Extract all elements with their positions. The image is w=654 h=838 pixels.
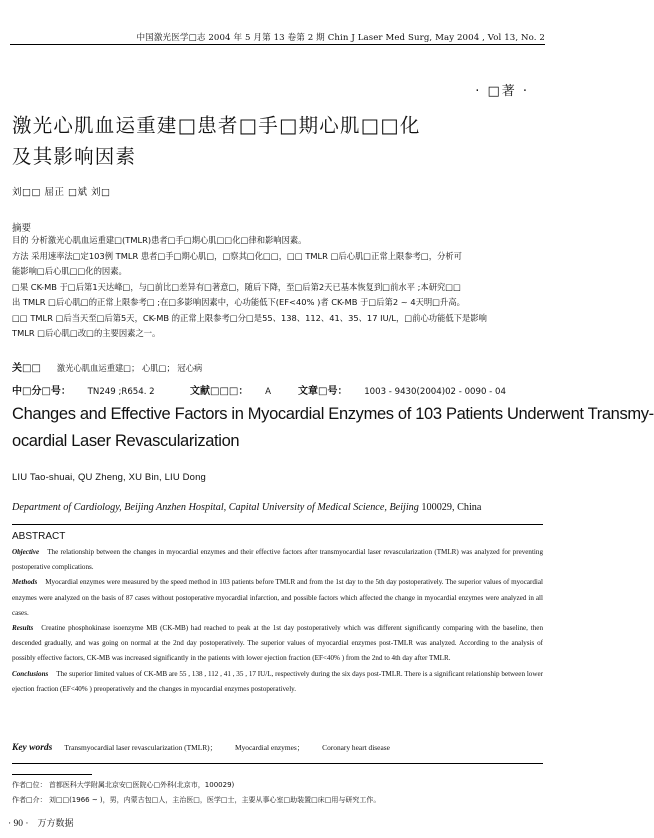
title-en-line2: ocardial Laser Revascularization (12, 432, 240, 450)
abstract-cn-line: 目的 分析激光心肌血运重建□(TMLR)患者□手□期心肌□□化□律和影响因素。 (12, 235, 307, 245)
abstract-en-heading: ABSTRACT (12, 531, 66, 542)
clc-value: TN249 ;R654. 2 (87, 387, 155, 397)
column-label: · □著 · (475, 84, 529, 99)
abstract-cn-heading: 摘要 (12, 223, 32, 234)
objective-text: The relationship between the changes in myocardial enzymes and their effective factors after transmyocardial laser revascularization (TMLR) was analyzed for preventing postoperative complications. (12, 548, 543, 572)
keyword-item: Coronary heart disease (322, 743, 390, 752)
keywords-en (12, 742, 408, 753)
objective-label: Objective (12, 548, 40, 556)
abstract-methods (12, 575, 543, 621)
abstract-cn-line: □果 CK-MB 于□后第1天达峰□，与□前比□差异有□著意□，随后下降，至□后第2天已基本恢复到□前水平 ;本研究□□ (12, 281, 461, 292)
footer-brand: 万方数据 (37, 819, 74, 829)
abstract-cn-line: 方法 采用速率法□定103例 TMLR 患者□手□期心肌□，□察其□化□□，□□ TMLR □后心肌□正常上限参考□，分析可 (12, 250, 462, 261)
keyword-item: Transmyocardial laser revascularization (TMLR)； (64, 743, 217, 752)
results-text: Creatine phosphokinase isoenzyme MB (CK-MB) had reached to peak at the 1st day postoperatively which was different significantly comparing with the baseline, then descended gradually, and was going on normal at the 2nd day postoperatively. The superior values of myocardial enzymes post-TMLR was analyzed. According to the analysis of possibly effective factors, CK-MB was increased significantly in the patients with lower ejection fraction (EF<40% ) from the 2nd to 4th day after TMLR. (12, 624, 543, 663)
authors-cn: 刘□□ 屈正 □斌 刘□ (12, 187, 111, 198)
conclusions-text: The superior limited values of CK-MB are 55 , 138 , 112 , 41 , 35 , 17 IU/L, respectively during the six days post-TMLR. There is a significant relationship between lower ejection fraction (EF<40% ) preoperatively and the changes in myocardial enzymes postoperatively. (12, 669, 543, 693)
article-value: 1003 - 9430(2004)02 - 0090 - 04 (364, 387, 506, 397)
affiliation-text: Department of Cardiology, Beijing Anzhen Hospital, Capital University of Medical Science, Beijing (12, 502, 419, 513)
keyword-item: Myocardial enzymes； (235, 743, 305, 752)
clc-number (12, 382, 155, 397)
abstract-cn-line: TMLR □后心肌□改□的主要因素之一。 (12, 328, 161, 338)
running-header (0, 0, 555, 44)
keywords-cn-text: 激光心肌血运重建□； 心肌□； 冠心病 (56, 363, 203, 373)
abstract-results (12, 621, 543, 667)
methods-label: Methods (12, 578, 38, 587)
methods-text: Myocardial enzymes were measured by the speed method in 103 patients before TMLR and from the 1st day to the 5th day postoperatively. The superior values of myocardial enzymes were analyzed on the basis of 87 cases without postoperative myocardial infarction, and possible factors which affected the change in myocardial enzymes were analyzed in all cases. (12, 578, 543, 617)
title-cn-line2: 及其影响因素 (12, 145, 137, 168)
abstract-objective (12, 545, 543, 575)
abstract-cn-line: 出 TMLR □后心肌□的正常上限参考□ ;在□多影响因素中，心功能低下(EF<40% )者 CK-MB 于□后第2 ~ 4天明□升高。 (12, 297, 465, 307)
abstract-cn-body (12, 233, 543, 342)
results-label: Results (12, 624, 34, 633)
footnote-rule (12, 774, 92, 775)
clc-label: 中□分□号： (12, 386, 71, 397)
conclusions-label: Conclusions (12, 669, 49, 678)
abstract-bottom-rule (12, 763, 543, 764)
keywords-cn-label: 关□□ (12, 363, 41, 374)
document-code (190, 382, 271, 397)
keywords-en-label: Key words (12, 743, 53, 753)
abstract-conclusions (12, 667, 543, 697)
affiliation-postcode: 100029, China (421, 502, 482, 513)
abstract-cn-line: 能影响□后心肌□□化的因素。 (12, 266, 127, 276)
abstract-en-body (12, 545, 543, 697)
running-head-text: 中国激光医学□志 2004 年 5 月第 13 卷第 2 期 Chin J Laser Med Surg, May 2004 , Vol 13, No. 2 (136, 33, 545, 43)
footnote-bio: 作者□介： 刘□□(1966 ~ )，男，内蒙古包□人，主治医□，医学□士，主要从事心室□助装置□床□用与研究工作。 (12, 796, 381, 804)
doc-label: 文献□□□： (190, 386, 249, 397)
title-cn-line1: 激光心肌血运重建□患者□手□期心肌□□化 (12, 114, 421, 137)
article-number (298, 382, 506, 397)
page-footer (8, 816, 73, 829)
abstract-top-rule (12, 524, 543, 525)
keywords-cn (12, 359, 202, 374)
abstract-cn-line: □□ TMLR □后当天至□后第5天，CK-MB 的正常上限参考□分□是55、138、112、41、35、17 IU/L，□前心功能低下是影响 (12, 312, 487, 323)
page-number: · 90 · (8, 819, 29, 829)
affiliation-en (12, 502, 481, 513)
title-en-line1: Changes and Effective Factors in Myocardial Enzymes of 103 Patients Underwent Transmy- (12, 405, 654, 423)
header-rule (10, 44, 545, 45)
authors-en: LIU Tao-shuai, QU Zheng, XU Bin, LIU Dong (12, 472, 206, 483)
footnote-unit: 作者□位： 首都医科大学附属北京安□医院心□外科(北京市，100029) (12, 781, 235, 789)
doc-value: A (265, 387, 271, 397)
article-label: 文章□号： (298, 386, 348, 397)
